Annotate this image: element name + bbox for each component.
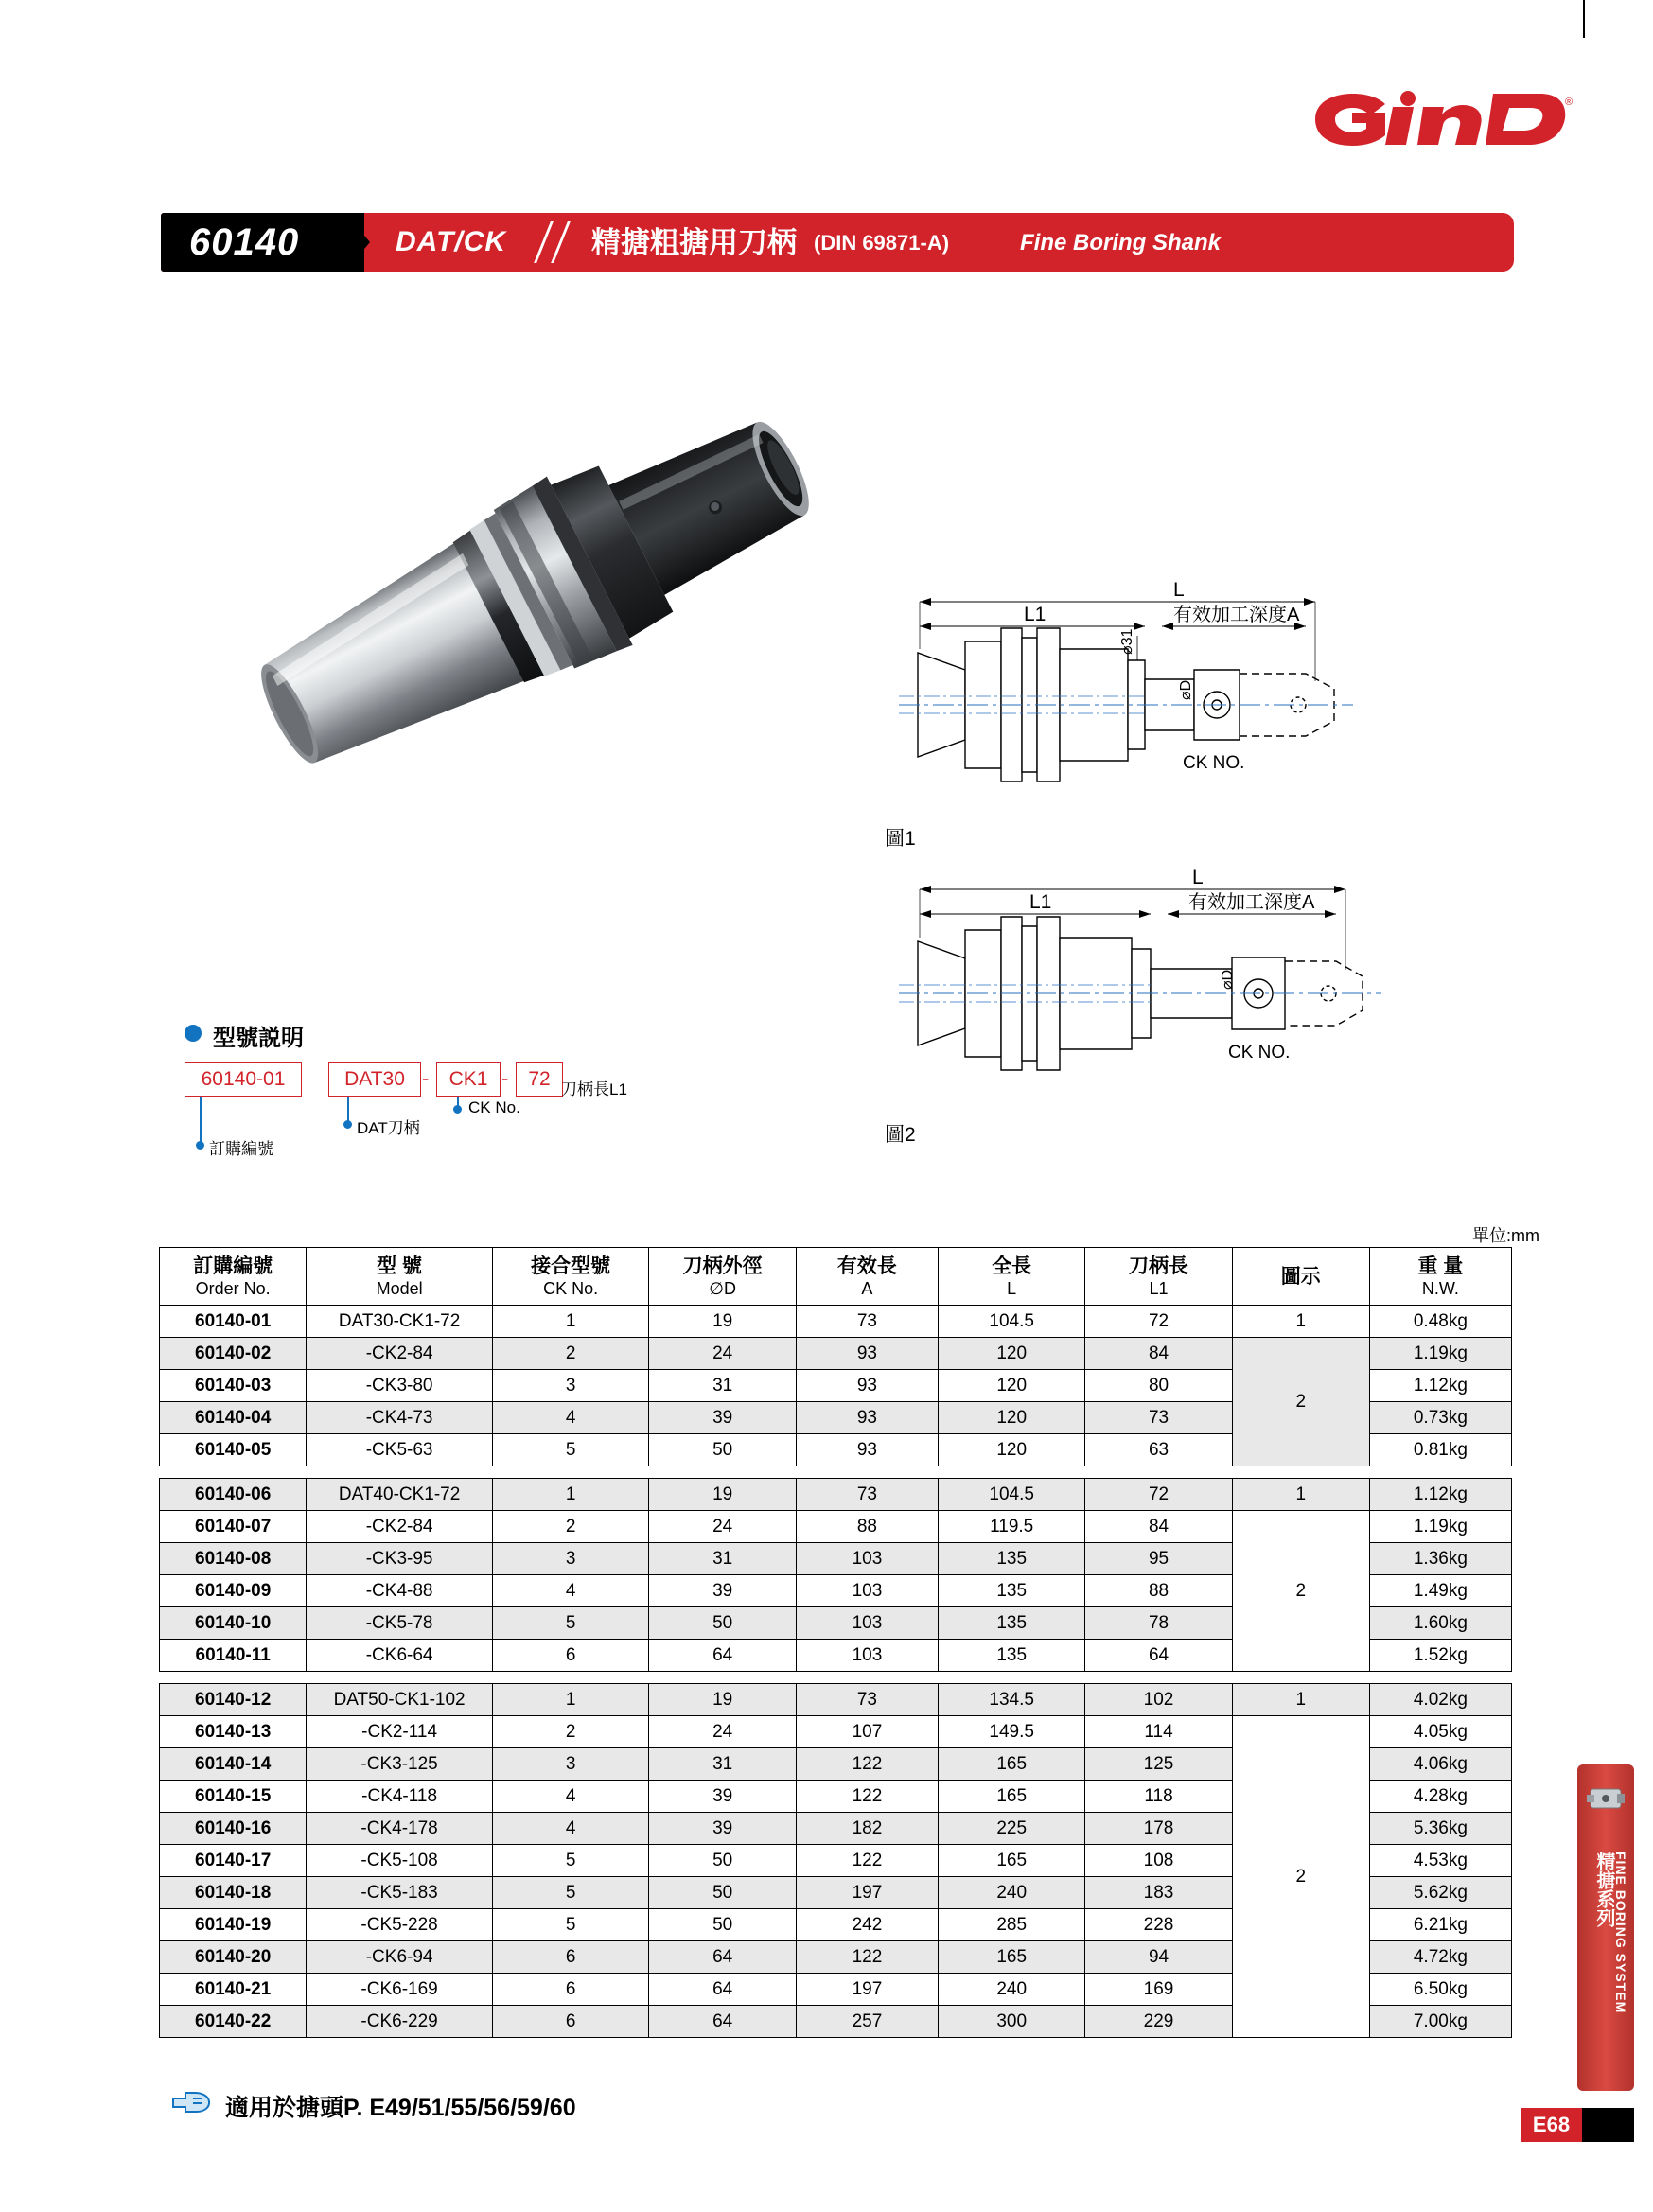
cell-effective-length: 73 [796, 1479, 938, 1511]
cell-total-length: 120 [939, 1338, 1085, 1370]
cell-order-no: 60140-10 [160, 1607, 307, 1640]
cell-model: -CK6-169 [307, 1974, 493, 2006]
svg-text:有效加工深度A: 有效加工深度A [1173, 605, 1300, 625]
cell-effective-length: 197 [796, 1877, 938, 1909]
cell-total-length: 120 [939, 1370, 1085, 1402]
model-dash-2: - [501, 1066, 509, 1090]
cell-effective-length: 88 [796, 1511, 938, 1543]
cell-effective-length: 257 [796, 2006, 938, 2038]
cell-weight: 1.12kg [1369, 1479, 1511, 1511]
cell-effective-length: 103 [796, 1575, 938, 1607]
cell-order-no: 60140-03 [160, 1370, 307, 1402]
cell-order-no: 60140-01 [160, 1306, 307, 1338]
cell-ck-no: 1 [492, 1306, 649, 1338]
cell-effective-length: 93 [796, 1338, 938, 1370]
cell-total-length: 225 [939, 1813, 1085, 1845]
product-photo [203, 317, 856, 866]
cell-order-no: 60140-16 [160, 1813, 307, 1845]
cell-weight: 0.48kg [1369, 1306, 1511, 1338]
cell-ck-no: 3 [492, 1543, 649, 1575]
cell-total-length: 165 [939, 1781, 1085, 1813]
th-order-no-en: Order No. [195, 1278, 271, 1298]
cell-weight: 4.02kg [1369, 1684, 1511, 1716]
cell-model: -CK5-228 [307, 1909, 493, 1941]
cell-ck-no: 4 [492, 1402, 649, 1434]
cell-total-length: 135 [939, 1543, 1085, 1575]
th-ck-no [492, 1248, 649, 1306]
cell-weight: 1.60kg [1369, 1607, 1511, 1640]
table-row[interactable] [160, 1684, 1512, 1716]
cell-weight: 4.72kg [1369, 1941, 1511, 1974]
svg-text:L: L [1173, 579, 1185, 601]
leader-dot-order [196, 1141, 204, 1150]
cell-shank-length: 80 [1085, 1370, 1232, 1402]
th-order-no [160, 1248, 307, 1306]
product-standard: (DIN 69871-A) [814, 231, 950, 255]
th-total-length [939, 1248, 1085, 1306]
svg-text:有效加工深度A: 有效加工深度A [1188, 892, 1315, 913]
cell-weight: 1.49kg [1369, 1575, 1511, 1607]
cell-shank-length: 72 [1085, 1479, 1232, 1511]
th-model-en: Model [376, 1278, 423, 1298]
cell-diameter: 24 [649, 1511, 796, 1543]
cell-shank-length: 102 [1085, 1684, 1232, 1716]
cell-shank-length: 84 [1085, 1511, 1232, 1543]
technical-drawing-fig1 [861, 568, 1523, 851]
cell-shank-length: 118 [1085, 1781, 1232, 1813]
cell-ck-no: 5 [492, 1434, 649, 1466]
cell-order-no: 60140-22 [160, 2006, 307, 2038]
cell-model: -CK3-80 [307, 1370, 493, 1402]
product-title-cn: 精搪粗搪用刀柄 [591, 226, 797, 259]
cell-effective-length: 103 [796, 1607, 938, 1640]
cell-model: -CK3-125 [307, 1748, 493, 1781]
technical-drawing-fig2 [861, 851, 1523, 1135]
cell-shank-length: 73 [1085, 1402, 1232, 1434]
cell-total-length: 135 [939, 1575, 1085, 1607]
table-group-spacer [160, 1672, 1512, 1684]
svg-text:CK NO.: CK NO. [1228, 1043, 1291, 1062]
cell-order-no: 60140-08 [160, 1543, 307, 1575]
cell-shank-length: 108 [1085, 1845, 1232, 1877]
footnote-text: 適用於搪頭P. E49/51/55/56/59/60 [225, 2095, 576, 2121]
gin-logo-icon [1308, 90, 1573, 149]
cell-weight: 4.05kg [1369, 1716, 1511, 1748]
cell-order-no: 60140-15 [160, 1781, 307, 1813]
table-row[interactable] [160, 1511, 1512, 1543]
cell-effective-length: 107 [796, 1716, 938, 1748]
cell-total-length: 104.5 [939, 1479, 1085, 1511]
leader-dot-ck [453, 1105, 462, 1114]
cell-ck-no: 5 [492, 1877, 649, 1909]
th-effective-length [796, 1248, 938, 1306]
cell-effective-length: 122 [796, 1941, 938, 1974]
cell-weight: 1.52kg [1369, 1640, 1511, 1672]
cell-figure: 1 [1232, 1306, 1369, 1338]
product-title-en: Fine Boring Shank [1020, 230, 1222, 255]
th-total-length-en: L [1007, 1278, 1017, 1298]
cell-shank-length: 94 [1085, 1941, 1232, 1974]
cell-order-no: 60140-18 [160, 1877, 307, 1909]
th-diameter [649, 1248, 796, 1306]
pointing-hand-icon [170, 2086, 212, 2118]
cell-total-length: 240 [939, 1974, 1085, 2006]
cell-diameter: 64 [649, 1974, 796, 2006]
cell-figure: 1 [1232, 1684, 1369, 1716]
table-row[interactable] [160, 1338, 1512, 1370]
cell-diameter: 50 [649, 1877, 796, 1909]
cell-total-length: 120 [939, 1402, 1085, 1434]
cell-order-no: 60140-04 [160, 1402, 307, 1434]
model-explanation-title: 型號説明 [213, 1026, 304, 1051]
cell-diameter: 50 [649, 1909, 796, 1941]
th-effective-length-en: A [861, 1278, 873, 1298]
cell-total-length: 135 [939, 1640, 1085, 1672]
th-shank-length-cn: 刀柄長 [1129, 1255, 1189, 1277]
th-order-no-cn: 訂購編號 [193, 1255, 273, 1277]
cell-diameter: 50 [649, 1845, 796, 1877]
cell-shank-length: 169 [1085, 1974, 1232, 2006]
cell-weight: 5.62kg [1369, 1877, 1511, 1909]
cell-diameter: 39 [649, 1781, 796, 1813]
cell-figure-span: 2 [1232, 1338, 1369, 1466]
cell-diameter: 24 [649, 1716, 796, 1748]
cell-shank-length: 228 [1085, 1909, 1232, 1941]
cell-total-length: 285 [939, 1909, 1085, 1941]
cell-diameter: 64 [649, 1941, 796, 1974]
cell-ck-no: 6 [492, 2006, 649, 2038]
figure-1-label: 圖1 [885, 828, 916, 850]
svg-text:⌀D: ⌀D [1178, 679, 1194, 700]
cell-ck-no: 6 [492, 1974, 649, 2006]
cell-weight: 0.81kg [1369, 1434, 1511, 1466]
th-weight-cn: 重 量 [1417, 1255, 1464, 1277]
cell-ck-no: 3 [492, 1748, 649, 1781]
cell-order-no: 60140-09 [160, 1575, 307, 1607]
cell-model: -CK4-118 [307, 1781, 493, 1813]
cell-shank-length: 84 [1085, 1338, 1232, 1370]
cell-model: -CK4-178 [307, 1813, 493, 1845]
cell-weight: 1.19kg [1369, 1338, 1511, 1370]
cell-order-no: 60140-21 [160, 1974, 307, 2006]
cell-weight: 6.21kg [1369, 1909, 1511, 1941]
th-shank-length [1085, 1248, 1232, 1306]
cell-total-length: 240 [939, 1877, 1085, 1909]
brand-logo [1308, 90, 1573, 149]
cell-weight: 6.50kg [1369, 1974, 1511, 2006]
cell-ck-no: 6 [492, 1640, 649, 1672]
svg-text:L1: L1 [1029, 891, 1052, 913]
table-row[interactable] [160, 1716, 1512, 1748]
cell-diameter: 19 [649, 1684, 796, 1716]
cell-diameter: 31 [649, 1748, 796, 1781]
cell-model: -CK5-183 [307, 1877, 493, 1909]
cell-weight: 1.36kg [1369, 1543, 1511, 1575]
cell-diameter: 39 [649, 1402, 796, 1434]
crop-mark-top-right [1583, 0, 1585, 38]
cell-total-length: 165 [939, 1748, 1085, 1781]
cell-model: -CK6-64 [307, 1640, 493, 1672]
cell-total-length: 165 [939, 1941, 1085, 1974]
table-body [160, 1306, 1512, 2038]
cell-ck-no: 2 [492, 1511, 649, 1543]
th-figure [1232, 1248, 1369, 1306]
cell-weight: 7.00kg [1369, 2006, 1511, 2038]
svg-text:CK NO.: CK NO. [1183, 753, 1245, 773]
cell-shank-length: 229 [1085, 2006, 1232, 2038]
cell-model: DAT40-CK1-72 [307, 1479, 493, 1511]
label-dat-shank: DAT刀柄 [357, 1119, 420, 1137]
label-shank-length: 刀柄長L1 [561, 1080, 627, 1098]
svg-text:L1: L1 [1024, 604, 1046, 625]
svg-text:⌀31: ⌀31 [1119, 628, 1135, 655]
table-header-row [160, 1248, 1512, 1306]
cell-model: -CK5-63 [307, 1434, 493, 1466]
th-model-cn: 型 號 [377, 1255, 423, 1277]
cell-effective-length: 73 [796, 1684, 938, 1716]
cell-model: -CK5-108 [307, 1845, 493, 1877]
label-order-no: 訂購編號 [209, 1140, 273, 1158]
cell-model: DAT30-CK1-72 [307, 1306, 493, 1338]
cell-model: -CK6-94 [307, 1941, 493, 1974]
cell-ck-no: 5 [492, 1607, 649, 1640]
cell-order-no: 60140-02 [160, 1338, 307, 1370]
cell-ck-no: 3 [492, 1370, 649, 1402]
figure-2-label: 圖2 [885, 1124, 916, 1146]
model-part-order-no: 60140-01 [185, 1062, 302, 1097]
th-diameter-en: ∅D [709, 1278, 736, 1298]
th-model [307, 1248, 493, 1306]
cell-model: -CK2-84 [307, 1338, 493, 1370]
spacer-cell [160, 1466, 1512, 1479]
model-dash-1: - [422, 1066, 430, 1090]
side-tab-fine-boring [1577, 1764, 1634, 2091]
cell-shank-length: 95 [1085, 1543, 1232, 1575]
leader-line-order [200, 1097, 202, 1146]
cell-weight: 5.36kg [1369, 1813, 1511, 1845]
cell-ck-no: 5 [492, 1845, 649, 1877]
cell-order-no: 60140-07 [160, 1511, 307, 1543]
cell-ck-no: 1 [492, 1684, 649, 1716]
product-number: 60140 [189, 221, 300, 263]
cell-order-no: 60140-06 [160, 1479, 307, 1511]
cell-shank-length: 183 [1085, 1877, 1232, 1909]
spec-table [159, 1247, 1512, 2038]
cell-figure: 1 [1232, 1479, 1369, 1511]
unit-note: 單位:mm [1472, 1226, 1539, 1245]
cell-effective-length: 122 [796, 1748, 938, 1781]
cell-model: DAT50-CK1-102 [307, 1684, 493, 1716]
spacer-cell [160, 1672, 1512, 1684]
cell-effective-length: 73 [796, 1306, 938, 1338]
cell-order-no: 60140-17 [160, 1845, 307, 1877]
cell-model: -CK2-114 [307, 1716, 493, 1748]
cell-ck-no: 1 [492, 1479, 649, 1511]
svg-text:⌀D: ⌀D [1220, 969, 1236, 990]
cell-model: -CK4-73 [307, 1402, 493, 1434]
th-weight-en: N.W. [1421, 1278, 1459, 1298]
th-weight [1369, 1248, 1511, 1306]
cell-order-no: 60140-05 [160, 1434, 307, 1466]
cell-order-no: 60140-12 [160, 1684, 307, 1716]
cell-diameter: 39 [649, 1575, 796, 1607]
cell-effective-length: 122 [796, 1845, 938, 1877]
cell-ck-no: 2 [492, 1716, 649, 1748]
cell-effective-length: 93 [796, 1434, 938, 1466]
cell-shank-length: 72 [1085, 1306, 1232, 1338]
model-part-l1: 72 [516, 1062, 563, 1097]
cell-shank-length: 114 [1085, 1716, 1232, 1748]
model-part-ck: CK1 [436, 1062, 501, 1097]
cell-model: -CK2-84 [307, 1511, 493, 1543]
cell-diameter: 31 [649, 1370, 796, 1402]
cell-total-length: 300 [939, 2006, 1085, 2038]
cell-weight: 4.06kg [1369, 1748, 1511, 1781]
table-row[interactable] [160, 1479, 1512, 1511]
header-black-arrow-icon [345, 213, 370, 272]
th-figure-cn: 圖示 [1280, 1265, 1321, 1288]
cell-weight: 0.73kg [1369, 1402, 1511, 1434]
th-ck-no-cn: 接合型號 [531, 1255, 611, 1277]
th-ck-no-en: CK No. [543, 1278, 599, 1298]
cell-total-length: 149.5 [939, 1716, 1085, 1748]
cell-ck-no: 2 [492, 1338, 649, 1370]
th-total-length-cn: 全長 [992, 1255, 1032, 1277]
cell-order-no: 60140-14 [160, 1748, 307, 1781]
model-part-dat: DAT30 [328, 1062, 421, 1097]
cell-effective-length: 93 [796, 1370, 938, 1402]
cell-weight: 1.12kg [1369, 1370, 1511, 1402]
cell-effective-length: 197 [796, 1974, 938, 2006]
cell-weight: 1.19kg [1369, 1511, 1511, 1543]
cell-effective-length: 103 [796, 1640, 938, 1672]
product-series: DAT/CK [396, 226, 507, 257]
cell-diameter: 50 [649, 1607, 796, 1640]
model-explanation [185, 1017, 790, 1197]
cell-total-length: 134.5 [939, 1684, 1085, 1716]
cell-model: -CK4-88 [307, 1575, 493, 1607]
cell-figure-span: 2 [1232, 1716, 1369, 2038]
svg-text:L: L [1192, 867, 1204, 888]
cell-order-no: 60140-13 [160, 1716, 307, 1748]
cell-diameter: 19 [649, 1479, 796, 1511]
page-number: E68 [1521, 2108, 1582, 2142]
cell-shank-length: 125 [1085, 1748, 1232, 1781]
cell-total-length: 119.5 [939, 1511, 1085, 1543]
cell-effective-length: 242 [796, 1909, 938, 1941]
cell-diameter: 39 [649, 1813, 796, 1845]
page-header-bar [161, 213, 1514, 272]
cell-total-length: 120 [939, 1434, 1085, 1466]
cell-diameter: 24 [649, 1338, 796, 1370]
cell-diameter: 50 [649, 1434, 796, 1466]
cell-figure-span: 2 [1232, 1511, 1369, 1672]
svg-text:®: ® [1565, 97, 1573, 108]
th-effective-length-cn: 有效長 [836, 1255, 897, 1277]
cell-shank-length: 78 [1085, 1607, 1232, 1640]
cell-ck-no: 6 [492, 1941, 649, 1974]
side-tab-product-icon [1585, 1776, 1627, 1833]
cell-order-no: 60140-20 [160, 1941, 307, 1974]
side-tab-label-en: FINE BORING SYSTEM [1613, 1852, 1628, 2014]
cell-shank-length: 64 [1085, 1640, 1232, 1672]
cell-order-no: 60140-11 [160, 1640, 307, 1672]
cell-ck-no: 4 [492, 1781, 649, 1813]
bullet-icon [185, 1025, 202, 1042]
side-tab-label-cn: 精搪系列 [1593, 1852, 1614, 1927]
leader-dot-dat [343, 1120, 352, 1129]
cell-ck-no: 4 [492, 1813, 649, 1845]
cell-shank-length: 88 [1085, 1575, 1232, 1607]
cell-ck-no: 4 [492, 1575, 649, 1607]
cell-diameter: 64 [649, 1640, 796, 1672]
cell-diameter: 64 [649, 2006, 796, 2038]
cell-diameter: 19 [649, 1306, 796, 1338]
cell-total-length: 135 [939, 1607, 1085, 1640]
th-shank-length-en: L1 [1149, 1278, 1169, 1298]
table-row[interactable] [160, 1306, 1512, 1338]
cell-model: -CK6-229 [307, 2006, 493, 2038]
cell-order-no: 60140-19 [160, 1909, 307, 1941]
cell-effective-length: 103 [796, 1543, 938, 1575]
cell-ck-no: 5 [492, 1909, 649, 1941]
cell-model: -CK3-95 [307, 1543, 493, 1575]
cell-model: -CK5-78 [307, 1607, 493, 1640]
table-group-spacer [160, 1466, 1512, 1479]
cell-effective-length: 122 [796, 1781, 938, 1813]
cell-weight: 4.28kg [1369, 1781, 1511, 1813]
cell-total-length: 165 [939, 1845, 1085, 1877]
cell-effective-length: 93 [796, 1402, 938, 1434]
cell-effective-length: 182 [796, 1813, 938, 1845]
cell-diameter: 31 [649, 1543, 796, 1575]
th-diameter-cn: 刀柄外徑 [682, 1255, 763, 1277]
label-ck-no: CK No. [468, 1098, 520, 1116]
cell-shank-length: 178 [1085, 1813, 1232, 1845]
cell-weight: 4.53kg [1369, 1845, 1511, 1877]
cell-shank-length: 63 [1085, 1434, 1232, 1466]
cell-total-length: 104.5 [939, 1306, 1085, 1338]
chevron-right-icon [536, 221, 578, 263]
